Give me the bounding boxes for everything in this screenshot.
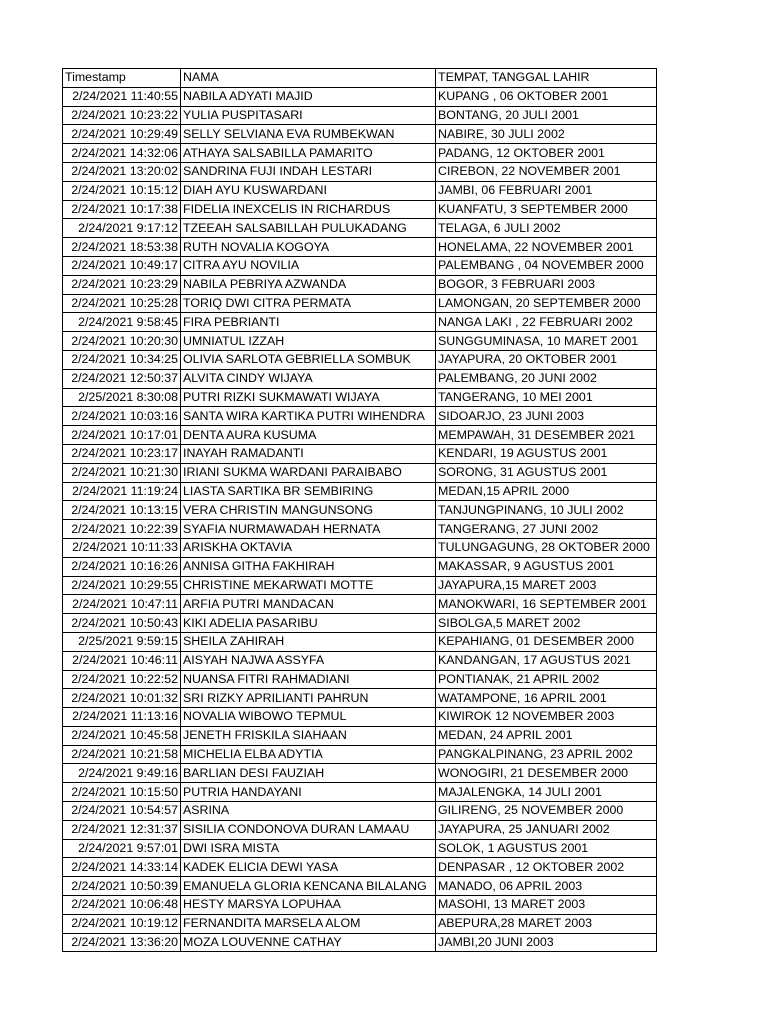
cell-nama[interactable]: CITRA AYU NOVILIA: [181, 256, 436, 275]
cell-tempat-tanggal-lahir[interactable]: MASOHI, 13 MARET 2003: [436, 896, 657, 915]
table-row: [63, 595, 657, 614]
table-row: [63, 708, 657, 727]
cell-nama[interactable]: NUANSA FITRI RAHMADIANI: [181, 670, 436, 689]
cell-nama[interactable]: ASRINA: [181, 802, 436, 821]
cell-nama[interactable]: FIDELIA INEXCELIS IN RICHARDUS: [181, 200, 436, 219]
cell-timestamp[interactable]: 2/24/2021 10:50:39: [63, 877, 181, 896]
cell-tempat-tanggal-lahir[interactable]: PALEMBANG , 04 NOVEMBER 2000: [436, 256, 657, 275]
cell-nama[interactable]: CHRISTINE MEKARWATI MOTTE: [181, 576, 436, 595]
cell-tempat-tanggal-lahir[interactable]: SORONG, 31 AGUSTUS 2001: [436, 463, 657, 482]
cell-nama[interactable]: SISILIA CONDONOVA DURAN LAMAAU: [181, 820, 436, 839]
table-row: [63, 426, 657, 445]
cell-timestamp[interactable]: 2/24/2021 10:29:49: [63, 125, 181, 144]
table-row: [63, 689, 657, 708]
table-row: [63, 726, 657, 745]
column-header-nama[interactable]: NAMA: [181, 69, 436, 88]
cell-tempat-tanggal-lahir[interactable]: MAJALENGKA, 14 JULI 2001: [436, 783, 657, 802]
table-row: [63, 87, 657, 106]
cell-tempat-tanggal-lahir[interactable]: NABIRE, 30 JULI 2002: [436, 125, 657, 144]
cell-tempat-tanggal-lahir[interactable]: SUNGGUMINASA, 10 MARET 2001: [436, 332, 657, 351]
cell-tempat-tanggal-lahir[interactable]: JAYAPURA, 25 JANUARI 2002: [436, 820, 657, 839]
table-row: [63, 764, 657, 783]
table-row: [63, 219, 657, 238]
cell-tempat-tanggal-lahir[interactable]: PANGKALPINANG, 23 APRIL 2002: [436, 745, 657, 764]
table-row: [63, 538, 657, 557]
cell-timestamp[interactable]: 2/24/2021 10:21:30: [63, 463, 181, 482]
cell-tempat-tanggal-lahir[interactable]: MANOKWARI, 16 SEPTEMBER 2001: [436, 595, 657, 614]
cell-timestamp[interactable]: 2/24/2021 10:19:12: [63, 914, 181, 933]
table-row: [63, 463, 657, 482]
cell-timestamp[interactable]: 2/24/2021 10:20:30: [63, 332, 181, 351]
cell-nama[interactable]: NOVALIA WIBOWO TEPMUL: [181, 708, 436, 727]
cell-tempat-tanggal-lahir[interactable]: BOGOR, 3 FEBRUARI 2003: [436, 275, 657, 294]
cell-tempat-tanggal-lahir[interactable]: WATAMPONE, 16 APRIL 2001: [436, 689, 657, 708]
cell-tempat-tanggal-lahir[interactable]: TANJUNGPINANG, 10 JULI 2002: [436, 501, 657, 520]
cell-timestamp[interactable]: 2/24/2021 10:16:26: [63, 557, 181, 576]
table-row: [63, 294, 657, 313]
cell-nama[interactable]: FIRA PEBRIANTI: [181, 313, 436, 332]
cell-nama[interactable]: ARISKHA OKTAVIA: [181, 538, 436, 557]
cell-timestamp[interactable]: 2/24/2021 10:13:15: [63, 501, 181, 520]
cell-tempat-tanggal-lahir[interactable]: SIBOLGA,5 MARET 2002: [436, 614, 657, 633]
cell-nama[interactable]: ARFIA PUTRI MANDACAN: [181, 595, 436, 614]
cell-timestamp[interactable]: 2/24/2021 18:53:38: [63, 238, 181, 257]
table-row: [63, 670, 657, 689]
cell-timestamp[interactable]: 2/24/2021 10:25:28: [63, 294, 181, 313]
cell-nama[interactable]: VERA CHRISTIN MANGUNSONG: [181, 501, 436, 520]
cell-tempat-tanggal-lahir[interactable]: MANADO, 06 APRIL 2003: [436, 877, 657, 896]
table-row: [63, 914, 657, 933]
cell-nama[interactable]: SHEILA ZAHIRAH: [181, 632, 436, 651]
cell-nama[interactable]: KADEK ELICIA DEWI YASA: [181, 858, 436, 877]
cell-tempat-tanggal-lahir[interactable]: KEPAHIANG, 01 DESEMBER 2000: [436, 632, 657, 651]
cell-tempat-tanggal-lahir[interactable]: BONTANG, 20 JULI 2001: [436, 106, 657, 125]
cell-timestamp[interactable]: 2/24/2021 10:23:29: [63, 275, 181, 294]
cell-tempat-tanggal-lahir[interactable]: MEDAN,15 APRIL 2000: [436, 482, 657, 501]
cell-timestamp[interactable]: 2/24/2021 9:58:45: [63, 313, 181, 332]
cell-nama[interactable]: MICHELIA ELBA ADYTIA: [181, 745, 436, 764]
cell-nama[interactable]: TORIQ DWI CITRA PERMATA: [181, 294, 436, 313]
cell-timestamp[interactable]: 2/24/2021 10:50:43: [63, 614, 181, 633]
cell-timestamp[interactable]: 2/24/2021 12:50:37: [63, 369, 181, 388]
table-row: [63, 896, 657, 915]
cell-tempat-tanggal-lahir[interactable]: ABEPURA,28 MARET 2003: [436, 914, 657, 933]
cell-tempat-tanggal-lahir[interactable]: MAKASSAR, 9 AGUSTUS 2001: [436, 557, 657, 576]
table-row: [63, 388, 657, 407]
cell-timestamp[interactable]: 2/24/2021 10:17:38: [63, 200, 181, 219]
cell-timestamp[interactable]: 2/24/2021 11:40:55: [63, 87, 181, 106]
cell-timestamp[interactable]: 2/24/2021 10:15:12: [63, 181, 181, 200]
cell-timestamp[interactable]: 2/24/2021 11:19:24: [63, 482, 181, 501]
cell-timestamp[interactable]: 2/24/2021 10:03:16: [63, 407, 181, 426]
cell-tempat-tanggal-lahir[interactable]: MEMPAWAH, 31 DESEMBER 2021: [436, 426, 657, 445]
cell-timestamp[interactable]: 2/24/2021 10:29:55: [63, 576, 181, 595]
table-row: [63, 350, 657, 369]
cell-nama[interactable]: ANNISA GITHA FAKHIRAH: [181, 557, 436, 576]
cell-timestamp[interactable]: 2/24/2021 10:17:01: [63, 426, 181, 445]
table-row: [63, 332, 657, 351]
cell-tempat-tanggal-lahir[interactable]: TELAGA, 6 JULI 2002: [436, 219, 657, 238]
cell-timestamp[interactable]: 2/24/2021 10:06:48: [63, 896, 181, 915]
table-row: [63, 745, 657, 764]
table-row: [63, 557, 657, 576]
cell-timestamp[interactable]: 2/24/2021 10:11:33: [63, 538, 181, 557]
table-row: [63, 200, 657, 219]
cell-nama[interactable]: TZEEAH SALSABILLAH PULUKADANG: [181, 219, 436, 238]
table-row: [63, 238, 657, 257]
cell-nama[interactable]: DWI ISRA MISTA: [181, 839, 436, 858]
cell-nama[interactable]: YULIA PUSPITASARI: [181, 106, 436, 125]
table-row: [63, 877, 657, 896]
cell-nama[interactable]: SELLY SELVIANA EVA RUMBEKWAN: [181, 125, 436, 144]
header-row: [63, 69, 657, 88]
table-row: [63, 181, 657, 200]
cell-tempat-tanggal-lahir[interactable]: KUPANG , 06 OKTOBER 2001: [436, 87, 657, 106]
table-row: [63, 576, 657, 595]
cell-nama[interactable]: DENTA AURA KUSUMA: [181, 426, 436, 445]
table-row: [63, 313, 657, 332]
cell-nama[interactable]: MOZA LOUVENNE CATHAY: [181, 933, 436, 952]
cell-timestamp[interactable]: 2/24/2021 13:36:20: [63, 933, 181, 952]
table-row: [63, 444, 657, 463]
cell-timestamp[interactable]: 2/24/2021 12:31:37: [63, 820, 181, 839]
cell-nama[interactable]: NABILA PEBRIYA AZWANDA: [181, 275, 436, 294]
table-row: [63, 651, 657, 670]
cell-timestamp[interactable]: 2/24/2021 10:23:22: [63, 106, 181, 125]
table-row: [63, 369, 657, 388]
cell-tempat-tanggal-lahir[interactable]: KIWIROK 12 NOVEMBER 2003: [436, 708, 657, 727]
cell-nama[interactable]: LIASTA SARTIKA BR SEMBIRING: [181, 482, 436, 501]
cell-nama[interactable]: FERNANDITA MARSELA ALOM: [181, 914, 436, 933]
cell-nama[interactable]: SANTA WIRA KARTIKA PUTRI WIHENDRA: [181, 407, 436, 426]
cell-nama[interactable]: SRI RIZKY APRILIANTI PAHRUN: [181, 689, 436, 708]
table-row: [63, 106, 657, 125]
cell-tempat-tanggal-lahir[interactable]: CIREBON, 22 NOVEMBER 2001: [436, 162, 657, 181]
cell-timestamp[interactable]: 2/24/2021 10:46:11: [63, 651, 181, 670]
cell-tempat-tanggal-lahir[interactable]: TULUNGAGUNG, 28 OKTOBER 2000: [436, 538, 657, 557]
cell-tempat-tanggal-lahir[interactable]: GILIRENG, 25 NOVEMBER 2000: [436, 802, 657, 821]
cell-tempat-tanggal-lahir[interactable]: WONOGIRI, 21 DESEMBER 2000: [436, 764, 657, 783]
cell-tempat-tanggal-lahir[interactable]: JAYAPURA, 20 OKTOBER 2001: [436, 350, 657, 369]
cell-nama[interactable]: HESTY MARSYA LOPUHAA: [181, 896, 436, 915]
table-body: [63, 69, 657, 952]
cell-timestamp[interactable]: 2/24/2021 14:32:06: [63, 144, 181, 163]
table-row: [63, 407, 657, 426]
cell-nama[interactable]: SYAFIA NURMAWADAH HERNATA: [181, 520, 436, 539]
column-header-timestamp[interactable]: Timestamp: [63, 69, 181, 88]
table-row: [63, 933, 657, 952]
table-row: [63, 256, 657, 275]
cell-tempat-tanggal-lahir[interactable]: TANGERANG, 10 MEI 2001: [436, 388, 657, 407]
table-row: [63, 802, 657, 821]
cell-nama[interactable]: ATHAYA SALSABILLA PAMARITO: [181, 144, 436, 163]
cell-timestamp[interactable]: 2/24/2021 10:34:25: [63, 350, 181, 369]
cell-tempat-tanggal-lahir[interactable]: KENDARI, 19 AGUSTUS 2001: [436, 444, 657, 463]
cell-tempat-tanggal-lahir[interactable]: NANGA LAKI , 22 FEBRUARI 2002: [436, 313, 657, 332]
cell-tempat-tanggal-lahir[interactable]: LAMONGAN, 20 SEPTEMBER 2000: [436, 294, 657, 313]
cell-tempat-tanggal-lahir[interactable]: JAYAPURA,15 MARET 2003: [436, 576, 657, 595]
table-row: [63, 632, 657, 651]
cell-tempat-tanggal-lahir[interactable]: PONTIANAK, 21 APRIL 2002: [436, 670, 657, 689]
cell-tempat-tanggal-lahir[interactable]: KANDANGAN, 17 AGUSTUS 2021: [436, 651, 657, 670]
cell-timestamp[interactable]: 2/24/2021 10:45:58: [63, 726, 181, 745]
table-row: [63, 783, 657, 802]
cell-timestamp[interactable]: 2/24/2021 9:57:01: [63, 839, 181, 858]
table-row: [63, 520, 657, 539]
table-row: [63, 858, 657, 877]
cell-nama[interactable]: KIKI ADELIA PASARIBU: [181, 614, 436, 633]
table-row: [63, 501, 657, 520]
cell-timestamp[interactable]: 2/24/2021 10:49:17: [63, 256, 181, 275]
cell-tempat-tanggal-lahir[interactable]: PADANG, 12 OKTOBER 2001: [436, 144, 657, 163]
cell-nama[interactable]: UMNIATUL IZZAH: [181, 332, 436, 351]
cell-tempat-tanggal-lahir[interactable]: HONELAMA, 22 NOVEMBER 2001: [436, 238, 657, 257]
cell-nama[interactable]: PUTRI RIZKI SUKMAWATI WIJAYA: [181, 388, 436, 407]
cell-timestamp[interactable]: 2/24/2021 13:20:02: [63, 162, 181, 181]
cell-nama[interactable]: NABILA ADYATI MAJID: [181, 87, 436, 106]
cell-timestamp[interactable]: 2/24/2021 10:54:57: [63, 802, 181, 821]
cell-nama[interactable]: PUTRIA HANDAYANI: [181, 783, 436, 802]
cell-nama[interactable]: RUTH NOVALIA KOGOYA: [181, 238, 436, 257]
cell-nama[interactable]: BARLIAN DESI FAUZIAH: [181, 764, 436, 783]
cell-tempat-tanggal-lahir[interactable]: TANGERANG, 27 JUNI 2002: [436, 520, 657, 539]
cell-timestamp[interactable]: 2/24/2021 10:47:11: [63, 595, 181, 614]
cell-timestamp[interactable]: 2/24/2021 10:21:58: [63, 745, 181, 764]
cell-timestamp[interactable]: 2/24/2021 10:22:52: [63, 670, 181, 689]
cell-nama[interactable]: ALVITA CINDY WIJAYA: [181, 369, 436, 388]
table-row: [63, 614, 657, 633]
cell-timestamp[interactable]: 2/24/2021 10:23:17: [63, 444, 181, 463]
cell-tempat-tanggal-lahir[interactable]: SOLOK, 1 AGUSTUS 2001: [436, 839, 657, 858]
cell-timestamp[interactable]: 2/24/2021 11:13:16: [63, 708, 181, 727]
cell-tempat-tanggal-lahir[interactable]: KUANFATU, 3 SEPTEMBER 2000: [436, 200, 657, 219]
cell-tempat-tanggal-lahir[interactable]: MEDAN, 24 APRIL 2001: [436, 726, 657, 745]
cell-tempat-tanggal-lahir[interactable]: PALEMBANG, 20 JUNI 2002: [436, 369, 657, 388]
cell-timestamp[interactable]: 2/24/2021 10:15:50: [63, 783, 181, 802]
cell-nama[interactable]: OLIVIA SARLOTA GEBRIELLA SOMBUK: [181, 350, 436, 369]
cell-timestamp[interactable]: 2/24/2021 9:49:16: [63, 764, 181, 783]
cell-timestamp[interactable]: 2/24/2021 9:17:12: [63, 219, 181, 238]
cell-nama[interactable]: SANDRINA FUJI INDAH LESTARI: [181, 162, 436, 181]
cell-timestamp[interactable]: 2/24/2021 10:01:32: [63, 689, 181, 708]
cell-timestamp[interactable]: 2/25/2021 9:59:15: [63, 632, 181, 651]
spreadsheet-table: [62, 68, 657, 952]
cell-timestamp[interactable]: 2/25/2021 8:30:08: [63, 388, 181, 407]
cell-nama[interactable]: IRIANI SUKMA WARDANI PARAIBABO: [181, 463, 436, 482]
cell-tempat-tanggal-lahir[interactable]: JAMBI, 06 FEBRUARI 2001: [436, 181, 657, 200]
table-row: [63, 482, 657, 501]
table-row: [63, 162, 657, 181]
cell-nama[interactable]: JENETH FRISKILA SIAHAAN: [181, 726, 436, 745]
cell-nama[interactable]: AISYAH NAJWA ASSYFA: [181, 651, 436, 670]
cell-tempat-tanggal-lahir[interactable]: JAMBI,20 JUNI 2003: [436, 933, 657, 952]
cell-nama[interactable]: INAYAH RAMADANTI: [181, 444, 436, 463]
table-row: [63, 820, 657, 839]
cell-timestamp[interactable]: 2/24/2021 14:33:14: [63, 858, 181, 877]
cell-nama[interactable]: EMANUELA GLORIA KENCANA BILALANG: [181, 877, 436, 896]
table-row: [63, 144, 657, 163]
cell-tempat-tanggal-lahir[interactable]: SIDOARJO, 23 JUNI 2003: [436, 407, 657, 426]
table-row: [63, 839, 657, 858]
table-row: [63, 275, 657, 294]
cell-timestamp[interactable]: 2/24/2021 10:22:39: [63, 520, 181, 539]
column-header-tempat-tanggal-lahir[interactable]: TEMPAT, TANGGAL LAHIR: [436, 69, 657, 88]
cell-tempat-tanggal-lahir[interactable]: DENPASAR , 12 OKTOBER 2002: [436, 858, 657, 877]
table-row: [63, 125, 657, 144]
cell-nama[interactable]: DIAH AYU KUSWARDANI: [181, 181, 436, 200]
